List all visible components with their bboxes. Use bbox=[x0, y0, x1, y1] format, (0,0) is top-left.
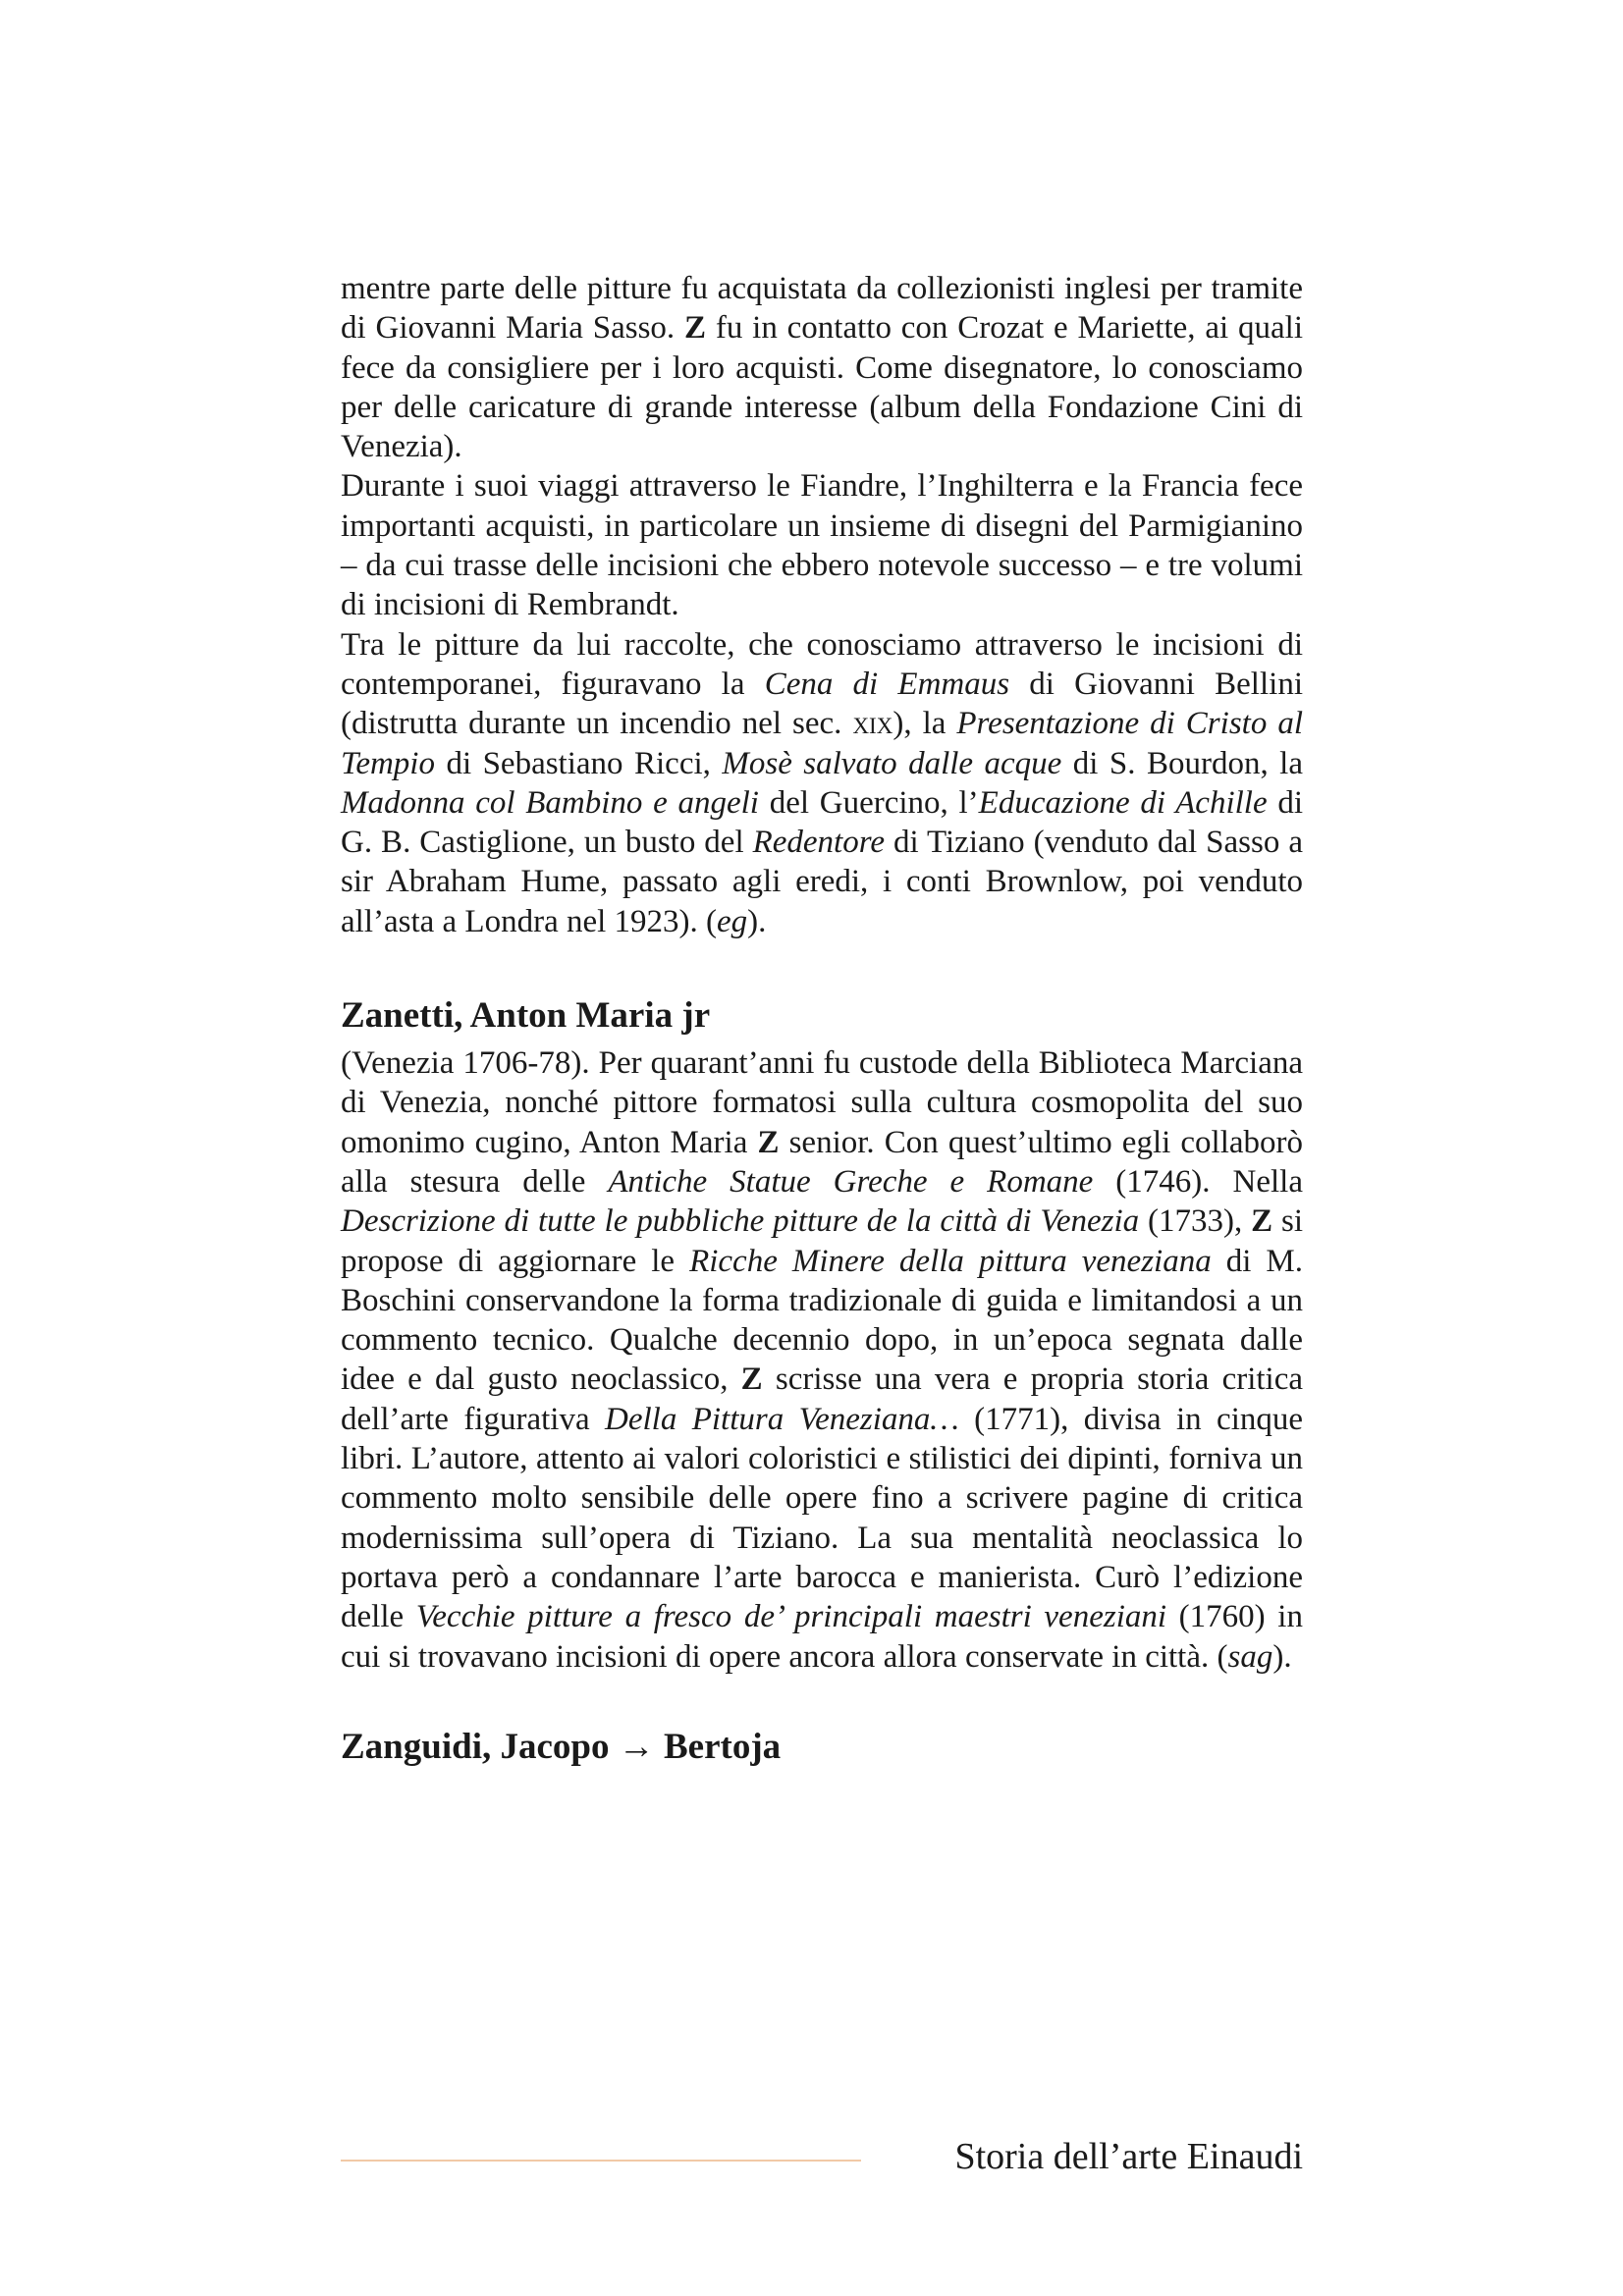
text-run: (1733), bbox=[1139, 1203, 1252, 1240]
text-run: ). bbox=[747, 903, 767, 939]
footer-rule bbox=[341, 2160, 861, 2162]
work-title: Descrizione di tutte le pubbliche pitture de la città di Venezia bbox=[341, 1203, 1140, 1240]
text-run: fu in contatto con Crozat e Mariette, ai quali fece da consigliere per i loro acquisti. Come disegnatore, lo conosciamo per delle caricature di grande interesse (album della Fondazione Cini di Venezia). bbox=[341, 310, 1303, 465]
work-title: Ricche Minere della pittura veneziana bbox=[689, 1243, 1212, 1279]
text-run: di G. B. Castiglione, un busto del bbox=[341, 784, 1303, 861]
page-column bbox=[341, 269, 1303, 1775]
text-run: si propose di aggiornare le bbox=[341, 1203, 1304, 1279]
cross-reference-arrow-icon: → bbox=[618, 1726, 655, 1767]
text-run: ). bbox=[1272, 1638, 1292, 1675]
author-initials: eg bbox=[717, 903, 748, 939]
text-run: mentre parte delle pitture fu acquistata da collezionisti inglesi per tramite di Giovanni Maria Sasso. bbox=[341, 271, 1303, 347]
artwork-title: Mosè salvato dalle acque bbox=[722, 745, 1062, 781]
text-run: senior. Con quest’ultimo egli collaborò alla stesura delle bbox=[341, 1124, 1304, 1200]
text-run: Tra le pitture da lui raccolte, che conosciamo attraverso le incisioni di contemporanei, figuravano la bbox=[341, 626, 1303, 702]
entry-name: Zanguidi, Jacopo bbox=[341, 1726, 610, 1767]
work-title: Vecchie pitture a fresco de’ principali maestri veneziani bbox=[415, 1599, 1167, 1635]
artwork-title: Cena di Emmaus bbox=[764, 666, 1010, 702]
cross-reference-target: Bertoja bbox=[663, 1726, 782, 1767]
name-abbreviation: Z bbox=[757, 1124, 780, 1160]
text-run: di S. Bourdon, la bbox=[1061, 745, 1303, 781]
text-run: (1760) in cui si trovavano incisioni di opere ancora allora conservate in città. ( bbox=[341, 1599, 1303, 1675]
author-initials: sag bbox=[1227, 1638, 1273, 1675]
text-run: (1771), divisa in cinque libri. L’autore, attento ai valori coloristici e stilistici dei dipinti, forniva un commento molto sensibile delle opere fino a scrivere pagine di critica modernissima sull’opera di Tiziano. La sua mentalità neoclassica lo portava però a condannare l’arte barocca e manierista. Curò l’edizione delle bbox=[341, 1401, 1304, 1635]
work-title: Della Pittura Veneziana… bbox=[605, 1401, 959, 1437]
text-run: (Venezia 1706-78). Per quarant’anni fu custode della Biblioteca Marciana di Venezia, nonché pittore formatosi sulla cultura cosmopolita del suo omonimo cugino, Anton Maria bbox=[341, 1045, 1303, 1160]
text-run: (1746). Nella bbox=[1093, 1163, 1303, 1200]
artwork-title: Redentore bbox=[752, 825, 885, 861]
century-numeral: xix bbox=[852, 706, 893, 742]
text-run: di Tiziano (venduto dal Sasso a sir Abraham Hume, passato agli eredi, i conti Brownlow, poi venduto all’asta a Londra nel 1923). ( bbox=[341, 825, 1303, 939]
text-run: ), la bbox=[893, 706, 957, 742]
artwork-title: Madonna col Bambino e angeli bbox=[341, 784, 759, 821]
artwork-title: Presentazione di Cristo al Tempio bbox=[341, 706, 1303, 781]
entry-body-zanetti-jr bbox=[341, 1043, 1303, 1677]
name-abbreviation: Z bbox=[684, 310, 707, 347]
text-run: scrisse una vera e propria storia critica dell’arte figurativa bbox=[341, 1362, 1304, 1437]
text-run: di M. Boschini conservandone la forma tradizionale di guida e limitandosi a un commento tecnico. Qualche decennio dopo, in un’epoca segnata dalle idee e dal gusto neoclassico, bbox=[341, 1243, 1303, 1398]
text-run: di Sebastiano Ricci, bbox=[434, 745, 723, 781]
entry-title-zanguidi bbox=[341, 1726, 1303, 1769]
continuation-paragraph-1 bbox=[341, 269, 1303, 466]
continuation-paragraph-3 bbox=[341, 625, 1303, 941]
text-run: di Giovanni Bellini (distrutta durante un incendio nel sec. bbox=[341, 666, 1303, 742]
work-title: Antiche Statue Greche e Romane bbox=[608, 1163, 1094, 1200]
continuation-paragraph-2: Durante i suoi viaggi attraverso le Fiandre, l’Inghilterra e la Francia fece importanti acquisti, in particolare un insieme di disegni del Parmigianino – da cui trasse delle incisioni che ebbero notevole successo – e tre volumi di incisioni di Rembrandt. bbox=[341, 468, 1303, 623]
name-abbreviation: Z bbox=[740, 1362, 763, 1398]
text-run: del Guercino, l’ bbox=[758, 784, 979, 821]
entry-title-zanetti-jr: Zanetti, Anton Maria jr bbox=[341, 995, 711, 1037]
name-abbreviation: Z bbox=[1251, 1203, 1273, 1240]
artwork-title: Educazione di Achille bbox=[978, 784, 1268, 821]
footer-publication-title: Storia dell’arte Einaudi bbox=[954, 2136, 1303, 2177]
